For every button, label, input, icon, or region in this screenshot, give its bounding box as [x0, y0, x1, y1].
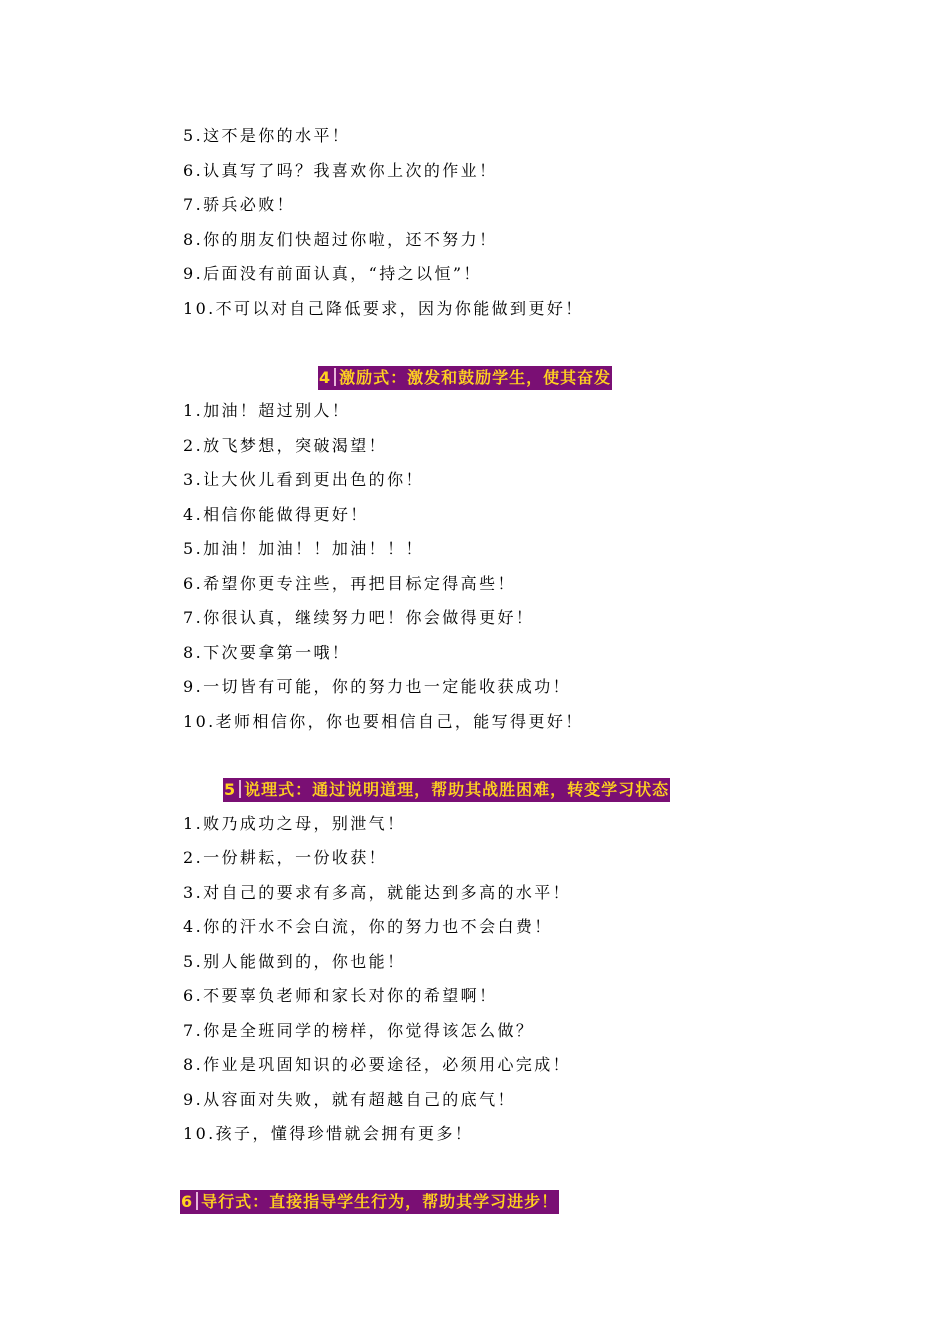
list-item: 8.作业是巩固知识的必要途径，必须用心完成！ — [183, 1055, 572, 1074]
list-item: 9.后面没有前面认真，“持之以恒”！ — [183, 264, 482, 283]
list-item: 9.一切皆有可能，你的努力也一定能收获成功！ — [183, 677, 572, 696]
heading-separator — [239, 780, 241, 798]
section-number: 5 — [224, 780, 237, 799]
list-item: 9.从容面对失败，就有超越自己的底气！ — [183, 1090, 516, 1109]
list-item: 4.你的汗水不会白流，你的努力也不会白费！ — [183, 917, 553, 936]
list-item: 3.让大伙儿看到更出色的你！ — [183, 470, 424, 489]
list-item: 7.你很认真，继续努力吧！你会做得更好！ — [183, 608, 535, 627]
list-item: 2.放飞梦想，突破渴望！ — [183, 436, 388, 455]
section-number: 4 — [319, 368, 332, 387]
list-item: 5.加油！加油！！加油！！！ — [183, 539, 424, 558]
heading-separator — [196, 1192, 198, 1210]
list-item: 10.老师相信你，你也要相信自己，能写得更好！ — [183, 712, 584, 731]
list-item: 8.下次要拿第一哦！ — [183, 643, 351, 662]
list-item: 5.这不是你的水平！ — [183, 126, 351, 145]
section-5-heading — [223, 778, 670, 802]
section-number: 6 — [181, 1192, 194, 1211]
list-item: 1.加油！超过别人！ — [183, 401, 351, 420]
list-item: 1.败乃成功之母，别泄气！ — [183, 814, 406, 833]
list-item: 6.希望你更专注些，再把目标定得高些！ — [183, 574, 516, 593]
list-item: 5.别人能做到的，你也能！ — [183, 952, 406, 971]
list-item: 10.孩子，懂得珍惜就会拥有更多！ — [183, 1124, 474, 1143]
list-item: 4.相信你能做得更好！ — [183, 505, 369, 524]
list-item: 3.对自己的要求有多高，就能达到多高的水平！ — [183, 883, 572, 902]
list-item: 6.不要辜负老师和家长对你的希望啊！ — [183, 986, 498, 1005]
section-4-heading — [318, 366, 612, 390]
section-title: 说理式：通过说明道理，帮助其战胜困难，转变学习状态 — [244, 780, 670, 799]
list-item: 7.你是全班同学的榜样，你觉得该怎么做？ — [183, 1021, 535, 1040]
section-title: 激励式：激发和鼓励学生，使其奋发 — [339, 368, 612, 387]
list-item: 6.认真写了吗？我喜欢你上次的作业！ — [183, 161, 498, 180]
heading-separator — [334, 368, 336, 386]
list-item: 8.你的朋友们快超过你啦，还不努力！ — [183, 230, 498, 249]
section-6-heading — [180, 1190, 559, 1214]
list-item: 7.骄兵必败！ — [183, 195, 296, 214]
list-item: 10.不可以对自己降低要求，因为你能做到更好！ — [183, 299, 584, 318]
list-item: 2.一份耕耘，一份收获！ — [183, 848, 388, 867]
section-title: 导行式：直接指导学生行为，帮助其学习进步！ — [201, 1192, 559, 1211]
